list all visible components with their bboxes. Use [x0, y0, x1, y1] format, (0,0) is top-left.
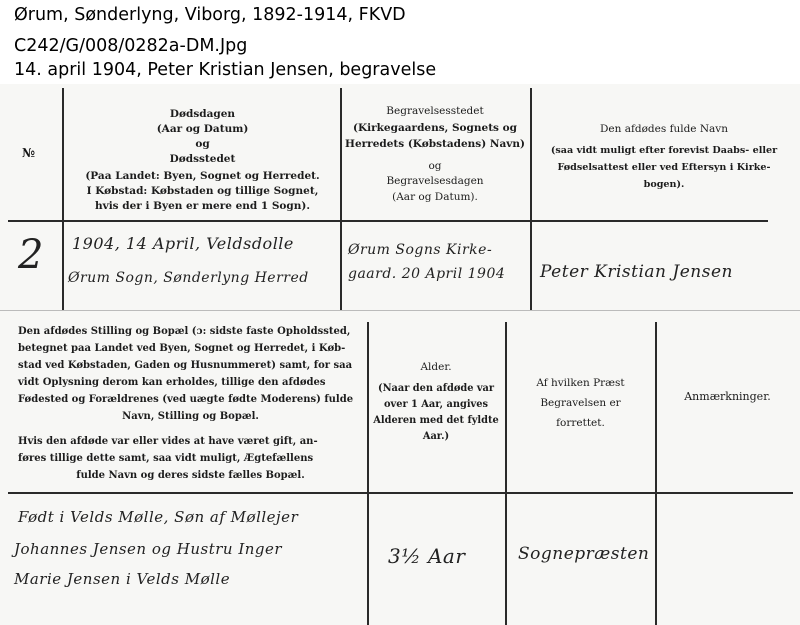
age-header-l4: Alderen med det fyldte [373, 415, 499, 426]
occ-header-l1: Den afdødes Stilling og Bopæl (ɔ: sidste faste Opholdssted, [18, 326, 351, 337]
priest-header-l3: forrettet. [556, 417, 605, 429]
burial-header-l2: (Kirkegaardens, Sognets og [353, 122, 517, 134]
occ-header-l7: Hvis den afdøde var eller vides at have været gift, an- [18, 436, 318, 447]
priest-header-l1: Af hvilken Præst [536, 377, 625, 389]
nr-column-header: № [22, 146, 36, 160]
upper-col-divider-3 [530, 88, 532, 310]
death-header-l4: Dødsstedet [169, 153, 236, 165]
lower-col-divider-2 [505, 322, 507, 625]
header-line-3: 14. april 1904, Peter Kristian Jensen, begravelse [14, 60, 437, 80]
occ-header-l2: betegnet paa Landet ved Byen, Sognet og Herredet, i Køb- [18, 343, 346, 354]
death-header-l1: Dødsdagen [169, 108, 236, 120]
priest-entry: Sognepræsten [518, 544, 650, 564]
burial-header-l3: Herredets (Købstadens) Navn) [345, 138, 525, 150]
upper-col-divider-2 [340, 88, 342, 310]
age-entry: 3½ Aar [388, 544, 466, 568]
name-header-l4: bogen). [643, 179, 685, 190]
burial-entry-line-2: gaard. 20 April 1904 [348, 266, 506, 282]
lower-col-divider-3 [655, 322, 657, 625]
register-page-scan [0, 84, 800, 625]
upper-bottom-edge [0, 310, 800, 311]
lower-header-rule [8, 492, 793, 494]
occ-header-l3: stad ved Købstaden, Gaden og Husnummeret) samt, for saa [18, 360, 353, 371]
name-header-l3: Fødselsattest eller ved Eftersyn i Kirke- [557, 162, 771, 173]
lower-col-divider-1 [367, 322, 369, 625]
burial-entry-line-1: Ørum Sogns Kirke- [348, 242, 493, 258]
occ-header-l6: Navn, Stilling og Bopæl. [122, 411, 259, 422]
burial-header-l4: og [428, 160, 442, 172]
death-header-l3: og [195, 138, 210, 150]
occ-header-l8: føres tillige dette samt, saa vidt muligt, Ægtefællens [18, 453, 314, 464]
name-header-l2: (saa vidt muligt efter forevist Daabs- eller [550, 145, 778, 156]
header-line-1: Ørum, Sønderlyng, Viborg, 1892-1914, FKVD [14, 5, 406, 25]
occ-header-l9: fulde Navn og deres sidste fælles Bopæl. [76, 470, 305, 481]
burial-header-l5: Begravelsesdagen [386, 175, 484, 187]
occupation-entry-line-2: Johannes Jensen og Hustru Inger [14, 540, 283, 558]
name-header-l1: Den afdødes fulde Navn [599, 123, 728, 135]
occ-header-l4: vidt Oplysning derom kan erholdes, tillige den afdødes [18, 377, 326, 388]
death-header-l5: (Paa Landet: Byen, Sognet og Herredet. [85, 170, 320, 182]
priest-header-l2: Begravelsen er [540, 397, 621, 409]
upper-header-rule [8, 220, 768, 222]
age-header-l3: over 1 Aar, angives [384, 399, 488, 410]
occupation-entry-line-1: Født i Velds Mølle, Søn af Møllejer [18, 508, 299, 526]
death-entry-line-2: Ørum Sogn, Sønderlyng Herred [68, 270, 309, 286]
occupation-entry-line-3: Marie Jensen i Velds Mølle [14, 570, 231, 588]
header-line-2: C242/G/008/0282a-DM.Jpg [14, 36, 248, 56]
burial-header-l1: Begravelsesstedet [386, 105, 484, 117]
death-entry-line-1: 1904, 14 April, Veldsdolle [72, 234, 294, 253]
upper-col-divider-1 [62, 88, 64, 310]
death-header-l6: I Købstad: Købstaden og tillige Sognet, [86, 185, 319, 197]
death-header-l7: hvis der i Byen er mere end 1 Sogn). [94, 200, 311, 212]
remarks-column-header: Anmærkninger. [684, 390, 771, 403]
name-entry: Peter Kristian Jensen [540, 262, 733, 282]
entry-number: 2 [18, 232, 44, 278]
age-header-l5: Aar.) [422, 431, 450, 442]
occ-header-l5: Fødested og Forældrenes (ved uægte fødte Moderens) fulde [18, 394, 354, 405]
age-header-l2: (Naar den afdøde var [377, 383, 495, 394]
death-header-l2: (Aar og Datum) [156, 123, 249, 135]
age-header-l1: Alder. [420, 361, 452, 373]
burial-header-l6: (Aar og Datum). [392, 191, 478, 203]
